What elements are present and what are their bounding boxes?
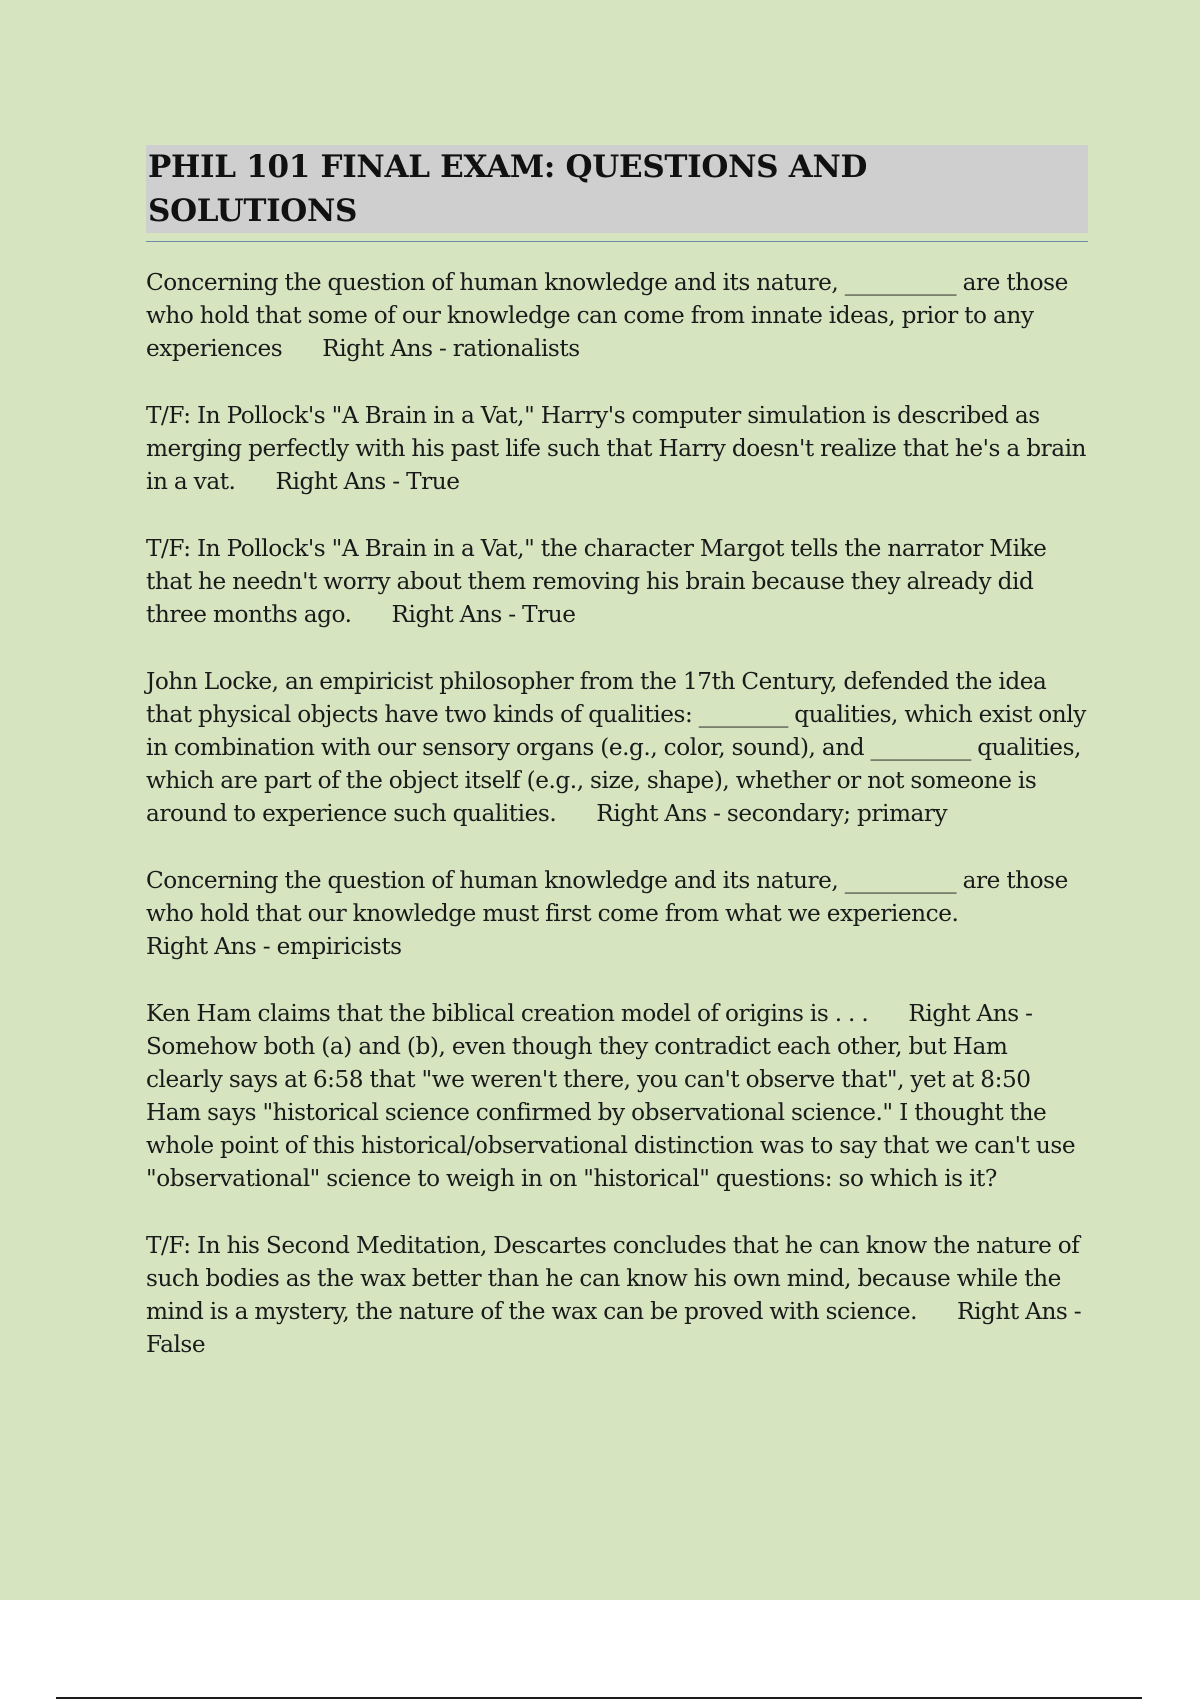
page-title: PHIL 101 FINAL EXAM: QUESTIONS AND SOLUTIONS <box>146 145 1088 233</box>
qa-item-5 <box>146 864 1088 963</box>
answer-text: Right Ans - False <box>146 1298 1082 1358</box>
answer-text: Right Ans - rationalists <box>322 335 580 362</box>
qa-item-6 <box>146 997 1088 1195</box>
question-text: John Locke, an empiricist philosopher from the 17th Century, defended the idea that physical objects have two kinds of qualities: ________ qualities, which exist only in combination with our sensory organs (e.g., color, sound), and _________ qualities, which are part of the object itself (e.g., size, shape), whether or not someone is around to experience such qualities. <box>146 668 1086 827</box>
question-text: Ken Ham claims that the biblical creation model of origins is . . . <box>146 1000 869 1027</box>
answer-text: Right Ans - Somehow both (a) and (b), even though they contradict each other, but Ham clearly says at 6:58 that "we weren't there, you can't observe that", yet at 8:50 Ham says "historical science confirmed by observational science." I thought the whole point of this historical/observational distinction was to say that we can't use "observational" science to weigh in on "historical" questions: so which is it? <box>146 1000 1076 1192</box>
qa-item-3 <box>146 532 1088 631</box>
document-body <box>146 145 1088 1395</box>
question-text: Concerning the question of human knowledge and its nature, __________ are those who hold that our knowledge must first come from what we experience. <box>146 867 1068 927</box>
answer-text: Right Ans - True <box>275 468 460 495</box>
answer-text: Right Ans - True <box>391 601 576 628</box>
answer-text: Right Ans - empiricists <box>146 933 402 960</box>
qa-item-2 <box>146 399 1088 498</box>
question-text: T/F: In Pollock's "A Brain in a Vat," Harry's computer simulation is described as merging perfectly with his past life such that Harry doesn't realize that he's a brain in a vat. <box>146 402 1087 495</box>
footer-divider <box>56 1697 1142 1699</box>
qa-item-7 <box>146 1229 1088 1361</box>
question-text: T/F: In his Second Meditation, Descartes concludes that he can know the nature of such bodies as the wax better than he can know his own mind, because while the mind is a mystery, the nature of the wax can be proved with science. <box>146 1232 1080 1325</box>
question-text: Concerning the question of human knowledge and its nature, __________ are those who hold that some of our knowledge can come from innate ideas, prior to any experiences <box>146 269 1068 362</box>
qa-item-4 <box>146 665 1088 830</box>
question-text: T/F: In Pollock's "A Brain in a Vat," the character Margot tells the narrator Mike that he needn't worry about them removing his brain because they already did three months ago. <box>146 535 1047 628</box>
title-block <box>146 145 1088 242</box>
answer-text: Right Ans - secondary; primary <box>596 800 948 827</box>
qa-item-1 <box>146 266 1088 365</box>
